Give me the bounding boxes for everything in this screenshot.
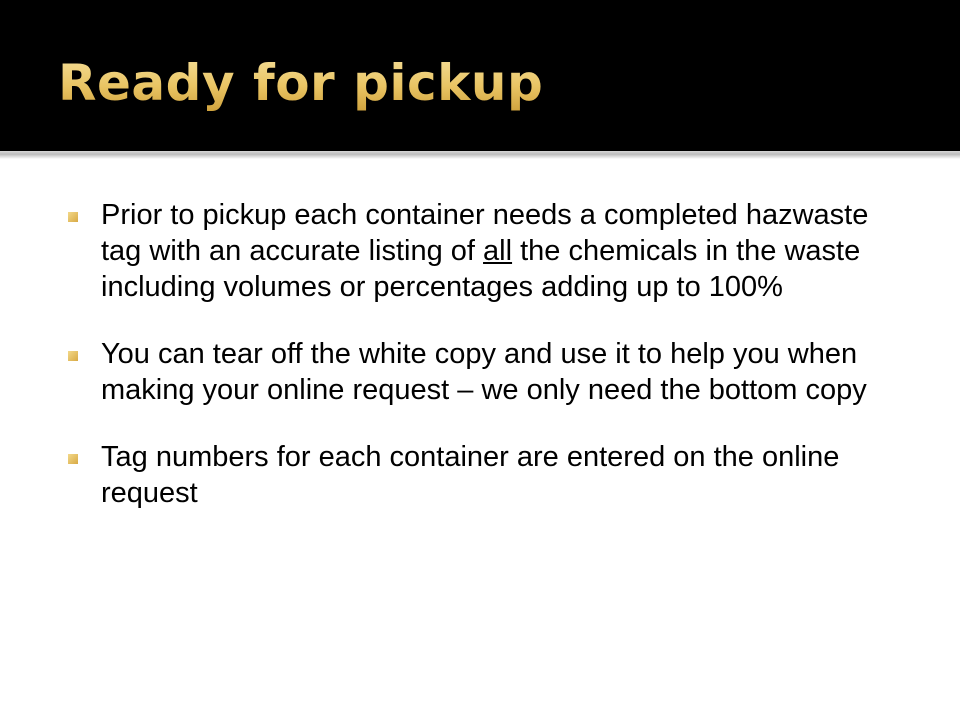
bullet-emphasis-all: all xyxy=(483,235,513,267)
bullet-item-white-copy xyxy=(68,336,908,408)
slide-title: Ready for pickup xyxy=(58,48,543,118)
bullet-list xyxy=(68,197,908,542)
bullet-text: You can tear off the white copy and use it to help you when making your online request – we only need the bottom copy xyxy=(101,338,867,406)
bullet-text: Tag numbers for each container are entered on the online request xyxy=(101,441,840,509)
square-bullet-icon xyxy=(68,351,78,361)
bullet-item-tag-numbers xyxy=(68,439,908,511)
bullet-item-tag-requirements xyxy=(68,197,908,305)
square-bullet-icon xyxy=(68,212,78,222)
title-divider xyxy=(0,151,960,159)
square-bullet-icon xyxy=(68,454,78,464)
slide-content xyxy=(0,159,960,720)
bullet-text-before: Prior to pickup each container needs a completed hazwaste tag with an accurate listing of xyxy=(101,199,869,267)
title-bar xyxy=(0,0,960,151)
bullet-text-after: the chemicals in the waste including volumes or percentages adding up to 100% xyxy=(101,235,861,303)
